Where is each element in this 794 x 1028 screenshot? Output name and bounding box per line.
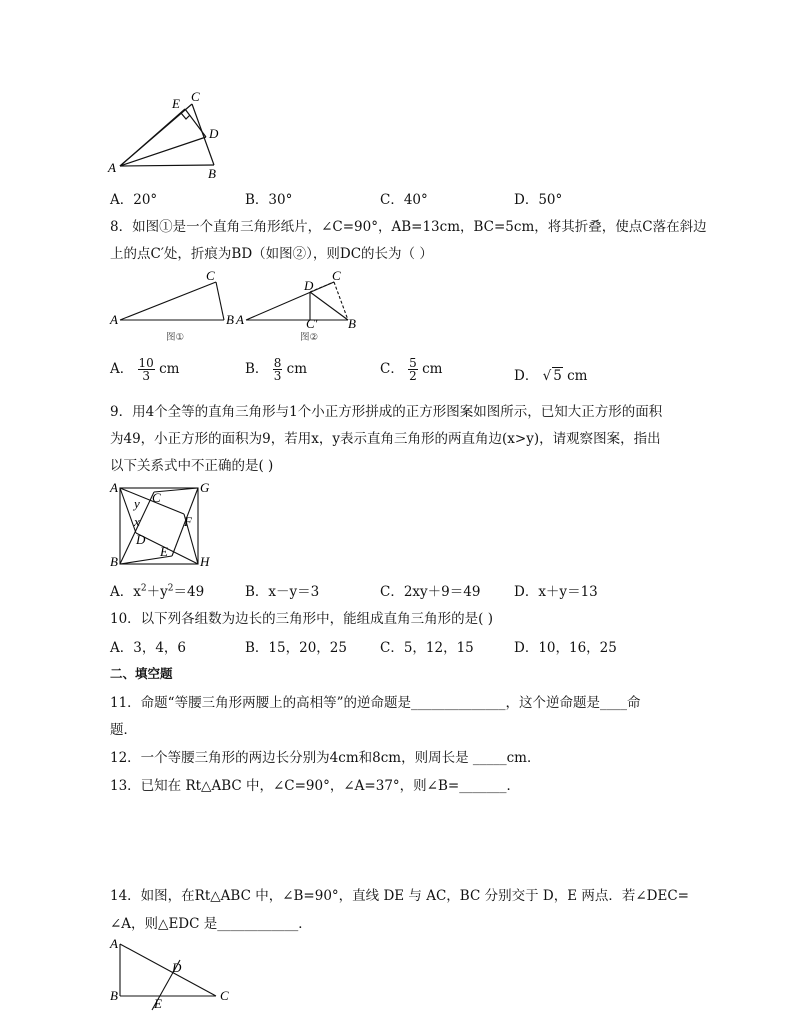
q9-label-h: H — [200, 554, 210, 569]
q8-fig1-label-c: C — [206, 268, 215, 283]
q14-label-c: C — [220, 988, 229, 1003]
q8-fig2-label-a: A — [236, 312, 244, 327]
q8-option-a-prefix: A． — [110, 361, 134, 377]
q10-option-a[interactable]: A．3，4，6 — [110, 640, 187, 656]
q14-label-a: A — [110, 936, 118, 951]
q14-label-e: E — [154, 996, 162, 1011]
q9-stem-line2: 为49，小正方形的面积为9，若用x，y表示直角三角形的两直角边(x>y)，请观察图案，指出 — [110, 431, 661, 447]
q8-option-c[interactable] — [380, 357, 442, 382]
q10-option-d[interactable]: D．10，16，25 — [514, 640, 617, 656]
q9-option-c[interactable]: C．2xy＋9＝49 — [380, 584, 481, 600]
q8-option-b-prefix: B． — [245, 361, 269, 377]
q9-stem-line1: 9．用4个全等的直角三角形与1个小正方形拼成的正方形图案如图所示，已知大正方形的面积 — [110, 404, 663, 420]
q9-label-a: A — [110, 480, 118, 495]
q8-option-a-fraction — [138, 357, 155, 382]
q8-fig2-label-d: D — [304, 278, 314, 293]
q8-option-c-unit: cm — [422, 361, 443, 377]
q7-label-a: A — [108, 160, 116, 175]
q14-stem-line2: ∠A，则△EDC 是____________． — [110, 916, 312, 932]
q8-fig2-caption: 图② — [300, 332, 319, 343]
q9-label-c: C — [152, 490, 161, 505]
q7-option-d[interactable]: D．50° — [514, 192, 563, 208]
q8-fig1-label-a: A — [110, 312, 118, 327]
q8-option-b-numerator: 8 — [273, 356, 282, 370]
q8-option-b[interactable] — [245, 357, 307, 382]
q8-figure-2 — [238, 268, 368, 344]
q8-option-d[interactable] — [514, 364, 588, 384]
q11-stem-line2: 题． — [110, 722, 137, 738]
q8-option-a-denominator: 3 — [142, 369, 150, 383]
q9-label-e: E — [160, 544, 168, 559]
q9-option-d[interactable]: D．x＋y＝13 — [514, 584, 598, 600]
q9-label-b: B — [110, 554, 118, 569]
q7-option-b[interactable]: B．30° — [245, 192, 293, 208]
q8-fig1-caption: 图① — [166, 332, 185, 343]
q9-option-a-exp1: 2 — [140, 583, 147, 594]
q8-fig2-label-c-prime: C′ — [306, 316, 318, 331]
q10-option-b[interactable]: B．15，20，25 — [245, 640, 347, 656]
q12-stem: 12．一个等腰三角形的两边长分别为4cm和8cm，则周长是 _____cm． — [110, 750, 541, 766]
q10-option-c[interactable]: C．5，12，15 — [380, 640, 474, 656]
q8-fig1-label-b: B — [226, 312, 234, 327]
q9-stem-line3: 以下关系式中不正确的是( ) — [110, 458, 274, 474]
q9-option-a-end: ＝49 — [173, 584, 205, 600]
q11-stem-line1: 11．命题“等腰三角形两腰上的高相等”的逆命题是______________，这个逆命题是____命 — [110, 695, 641, 711]
q9-figure — [108, 478, 213, 570]
q13-stem: 13．已知在 Rt△ABC 中，∠C=90°，∠A=37°，则∠B=_______． — [110, 778, 520, 794]
q8-option-d-prefix: D． — [514, 368, 539, 384]
q9-option-a-exp2: 2 — [167, 583, 174, 594]
q8-stem-line2: 上的点C′处，折痕为BD（如图②），则DC的长为（ ） — [110, 246, 433, 262]
q9-option-b[interactable]: B．x－y＝3 — [245, 584, 320, 600]
q7-label-e: E — [172, 96, 180, 111]
q7-figure — [108, 88, 228, 180]
q8-option-b-unit: cm — [286, 361, 308, 377]
q14-stem-line1: 14．如图，在Rt△ABC 中，∠B=90°，直线 DE 与 AC，BC 分别交于 D，E 两点．若∠DEC= — [110, 888, 689, 904]
q7-option-a[interactable]: A．20° — [110, 192, 158, 208]
q9-label-g: G — [200, 480, 210, 495]
q9-label-f: F — [184, 514, 192, 529]
q8-option-c-denominator: 2 — [409, 369, 417, 383]
q8-option-c-fraction — [408, 357, 418, 382]
q9-label-y: y — [134, 496, 140, 511]
q8-fig2-label-c: C — [332, 268, 341, 283]
q7-label-b: B — [208, 166, 216, 181]
q9-label-x: x — [134, 514, 140, 529]
q8-option-b-fraction — [273, 357, 283, 382]
q8-option-c-numerator: 5 — [409, 356, 417, 370]
q9-label-d: D — [136, 532, 146, 547]
q10-stem: 10．以下列各组数为边长的三角形中，能组成直角三角形的是( ) — [110, 611, 494, 627]
q8-option-d-unit: cm — [567, 368, 588, 384]
q7-option-c[interactable]: C．40° — [380, 192, 428, 208]
q8-option-b-denominator: 3 — [273, 369, 282, 383]
q9-option-a-text: A．x — [110, 584, 141, 600]
q7-label-c: C — [191, 89, 200, 104]
q14-figure — [108, 936, 238, 1012]
q7-label-d: D — [209, 126, 219, 141]
q8-fig2-label-b: B — [348, 316, 356, 331]
sqrt-icon: √ — [542, 368, 552, 384]
q9-option-a-mid: ＋y — [146, 584, 168, 600]
q8-option-a-unit: cm — [159, 361, 180, 377]
q14-label-b: B — [110, 988, 118, 1003]
q8-option-c-prefix: C． — [380, 361, 404, 377]
q14-label-d: D — [172, 960, 182, 975]
q8-option-a-numerator: 10 — [138, 356, 154, 370]
q9-option-a[interactable] — [110, 580, 204, 600]
q8-option-d-radicand: 5 — [553, 368, 562, 384]
q8-option-a[interactable] — [110, 357, 180, 382]
q8-stem-line1: 8．如图①是一个直角三角形纸片，∠C=90°，AB=13cm，BC=5cm，将其折叠，使点C落在斜边 — [110, 219, 707, 235]
q8-figure-1 — [108, 268, 238, 344]
section-heading-fill-in: 二、填空题 — [110, 666, 173, 681]
